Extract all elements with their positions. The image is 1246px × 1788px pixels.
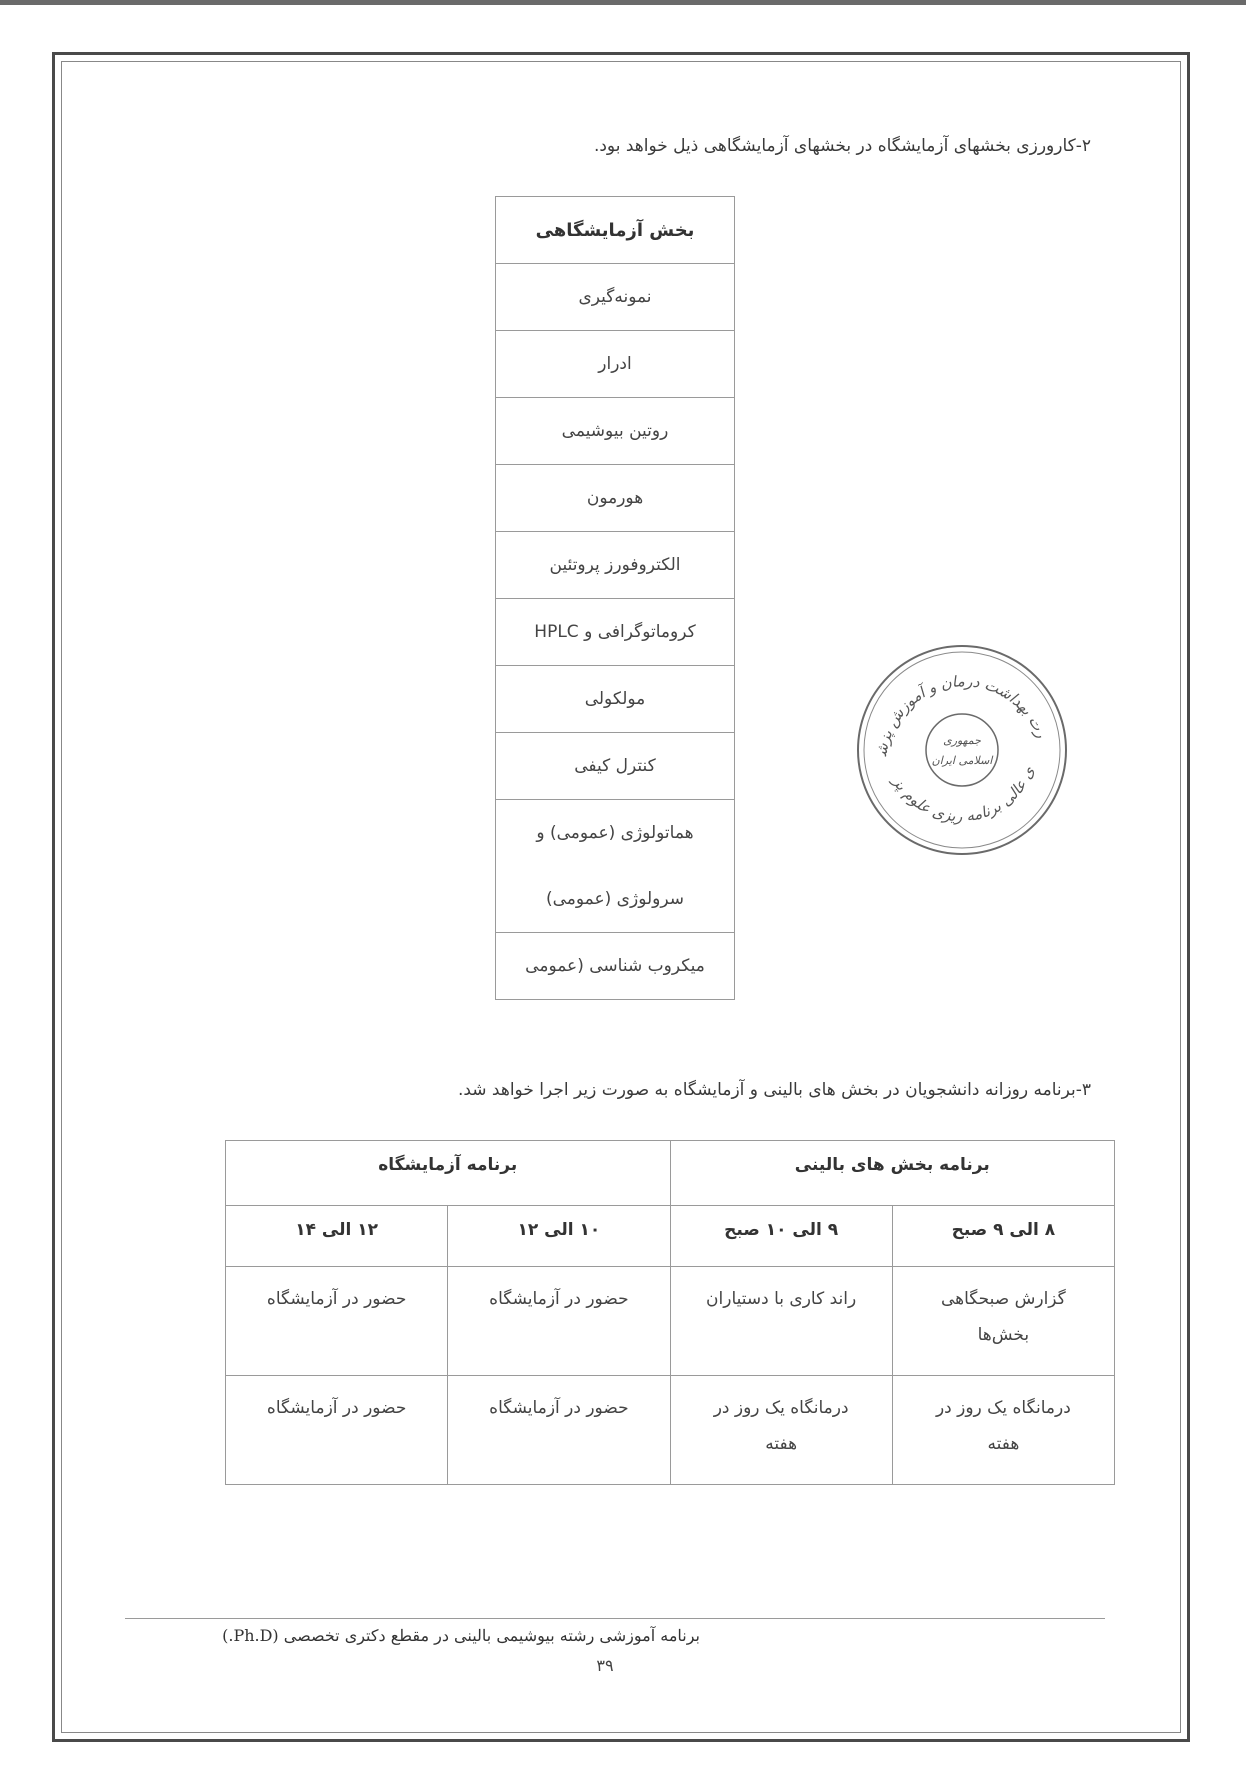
- table-row: [496, 398, 735, 465]
- lab-section-line: سرولوژی (عمومی): [545, 889, 684, 909]
- table-row: [496, 532, 735, 599]
- table-row: [496, 733, 735, 800]
- table-row: [496, 599, 735, 666]
- table-row: [496, 264, 735, 331]
- time-slot-header: ۱۲ الی ۱۴: [226, 1206, 448, 1267]
- table-row: [496, 331, 735, 398]
- lab-section-cell: ادرار: [496, 331, 735, 398]
- official-seal: [852, 640, 1072, 860]
- section3-intro: ۳-برنامه روزانه دانشجویان در بخش های بالینی و آزمایشگاه به صورت زیر اجرا خواهد شد.: [457, 1080, 1091, 1100]
- lab-section-cell: نمونه‌گیری: [496, 264, 735, 331]
- seal-inner-line1: جمهوری: [943, 734, 981, 747]
- lab-section-cell: مولکولی: [496, 666, 735, 733]
- schedule-cell: [670, 1376, 892, 1485]
- schedule-cell: حضور در آزمایشگاه: [226, 1376, 448, 1485]
- footer-divider: [125, 1618, 1105, 1619]
- seal-icon: [852, 640, 1072, 860]
- table-row: [496, 465, 735, 532]
- schedule-cell-line: هفته: [765, 1434, 798, 1454]
- schedule-cell: [892, 1267, 1114, 1376]
- schedule-cell-line: گزارش صبحگاهی: [940, 1289, 1066, 1309]
- lab-program-header: برنامه آزمایشگاه: [226, 1141, 671, 1206]
- lab-sections-header: بخش آزمایشگاهی: [496, 197, 735, 264]
- footer-title: برنامه آموزشی رشته بیوشیمی بالینی در مقطع دکتری تخصصی (Ph.D.): [222, 1626, 700, 1645]
- table-row: [496, 933, 735, 1000]
- lab-section-cell: الکتروفورز پروتئین: [496, 532, 735, 599]
- scan-top-edge: [0, 0, 1246, 5]
- lab-section-line: هماتولوژی (عمومی) و: [536, 823, 694, 843]
- section2-intro: ۲-کارورزی بخشهای آزمایشگاه در بخشهای آزمایشگاهی ذیل خواهد بود.: [593, 136, 1091, 156]
- table-row: [226, 1206, 1115, 1267]
- lab-section-cell: کروماتوگرافی و HPLC: [496, 599, 735, 666]
- table-row: [496, 197, 735, 264]
- seal-outer-text: رت بهداشت درمان و آموزش پزش: [872, 672, 1051, 758]
- time-slot-header: ۹ الی ۱۰ صبح: [670, 1206, 892, 1267]
- schedule-cell: حضور در آزمایشگاه: [448, 1376, 670, 1485]
- schedule-cell: راند کاری با دستیاران: [670, 1267, 892, 1376]
- table-row: [226, 1376, 1115, 1485]
- lab-sections-table: [495, 196, 735, 1000]
- time-slot-header: ۱۰ الی ۱۲: [448, 1206, 670, 1267]
- schedule-cell: حضور در آزمایشگاه: [448, 1267, 670, 1376]
- seal-bottom-text: ی عالی برنامه ریزی علوم پز: [889, 763, 1039, 826]
- table-row: [496, 666, 735, 733]
- clinical-program-header: برنامه بخش های بالینی: [670, 1141, 1115, 1206]
- lab-section-cell: هورمون: [496, 465, 735, 532]
- schedule-cell-line: بخش‌ها: [977, 1325, 1030, 1345]
- table-row: [226, 1267, 1115, 1376]
- schedule-cell-line: درمانگاه یک روز در: [713, 1398, 849, 1418]
- lab-section-cell: میکروب شناسی (عمومی: [496, 933, 735, 1000]
- table-row: [496, 800, 735, 933]
- seal-inner-line2: اسلامی ایران: [931, 754, 993, 767]
- svg-text:شورای عالی برنامه ریزی علوم پز: [852, 640, 1038, 825]
- page-number: ۳۹: [596, 1656, 614, 1675]
- schedule-cell-line: هفته: [987, 1434, 1020, 1454]
- lab-section-cell: [496, 800, 735, 933]
- time-slot-header: ۸ الی ۹ صبح: [892, 1206, 1114, 1267]
- table-row: [226, 1141, 1115, 1206]
- schedule-cell-line: درمانگاه یک روز در: [935, 1398, 1071, 1418]
- lab-section-cell: کنترل کیفی: [496, 733, 735, 800]
- daily-schedule-table: [225, 1140, 1115, 1485]
- lab-section-cell: روتین بیوشیمی: [496, 398, 735, 465]
- schedule-cell: [892, 1376, 1114, 1485]
- schedule-cell: حضور در آزمایشگاه: [226, 1267, 448, 1376]
